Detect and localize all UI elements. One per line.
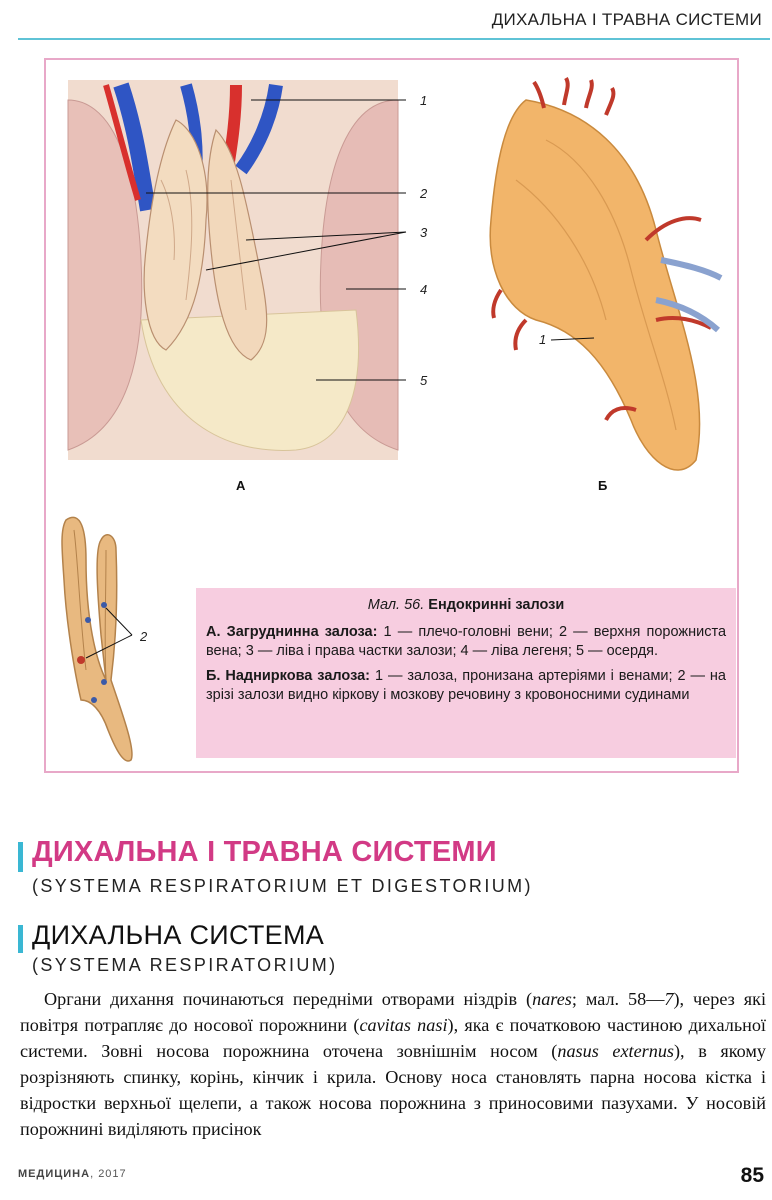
body-text-run: ), в якому розрізняють спинку, корінь, кінчик і крила. Основу носа становлять парна носова кістка і відростки верхньої щелепи, а також носова порожнина з приносовими пазухами. У носовій порожнині виділяють присінок <box>20 1041 766 1139</box>
caption-a-head: А. Загруднинна залоза: <box>206 624 378 640</box>
label-a-1: 1 <box>420 93 428 108</box>
label-a-4: 4 <box>420 282 428 297</box>
label-a-5: 5 <box>420 373 428 388</box>
subsection-title: ДИХАЛЬНА СИСТЕМА <box>32 920 325 950</box>
publisher-name: МЕДИЦИНА <box>18 1168 91 1180</box>
caption-title <box>206 596 726 615</box>
label-section-2: 2 <box>140 629 148 644</box>
body-paragraph <box>20 986 766 1142</box>
caption-a-text: 1 — плечо-головні вени; 2 — верхня порожниста вена; 3 — ліва і права частки залози; 4 — ліва легеня; 5 — осердя. <box>206 624 727 659</box>
label-a-2: 2 <box>420 186 428 201</box>
panel-a-label: А <box>236 478 246 493</box>
subsection-latin: (SYSTEMA RESPIRATORIUM) <box>32 955 338 975</box>
body-text-run: ; мал. 58— <box>571 989 665 1009</box>
caption-heading: Ендокринні залози <box>428 597 565 613</box>
thymus-illustration <box>68 80 406 460</box>
section-title: ДИХАЛЬНА І ТРАВНА СИСТЕМИ <box>32 836 497 868</box>
adrenal-section-illustration <box>62 517 132 761</box>
body-latin-term: nares <box>532 989 572 1009</box>
section-accent-bar <box>18 842 23 872</box>
caption-b-head: Б. Надниркова залоза: <box>206 668 370 684</box>
footer-publisher <box>18 1168 127 1180</box>
caption-para-a <box>206 623 726 661</box>
panel-b-label: Б <box>598 478 608 493</box>
running-head: ДИХАЛЬНА І ТРАВНА СИСТЕМИ <box>491 10 762 29</box>
caption-para-b <box>206 667 726 705</box>
section-latin: (SYSTEMA RESPIRATORIUM ET DIGESTORIUM) <box>32 876 533 896</box>
caption-number: Мал. 56. <box>367 597 425 613</box>
figure-caption <box>196 588 736 758</box>
page-number: 85 <box>740 1164 764 1187</box>
body-latin-term: nasus externus <box>557 1041 674 1061</box>
label-b-1: 1 <box>539 332 547 347</box>
body-text-run: ), яка є початковою частиною дихальної системи. Зовні носова порожнина оточена зовнішнім носом ( <box>20 1015 766 1061</box>
header-rule <box>18 38 770 40</box>
caption-b-text: 1 — залоза, пронизана артеріями і венами; 2 — на зрізі залози видно кіркову і мозкову речовину з кровоносними судинами <box>206 668 726 703</box>
subsection-accent-bar <box>18 925 23 953</box>
publisher-year: , 2017 <box>90 1168 127 1180</box>
label-a-3: 3 <box>420 225 428 240</box>
body-text-run: ), через які повітря потрапляє до носової порожнини ( <box>20 989 766 1035</box>
body-fig-ref: 7 <box>664 989 674 1009</box>
body-text-run: Органи дихання починаються передніми отворами ніздрів ( <box>44 989 533 1009</box>
adrenal-illustration <box>490 78 721 470</box>
body-latin-term: cavitas nasi <box>359 1015 448 1035</box>
